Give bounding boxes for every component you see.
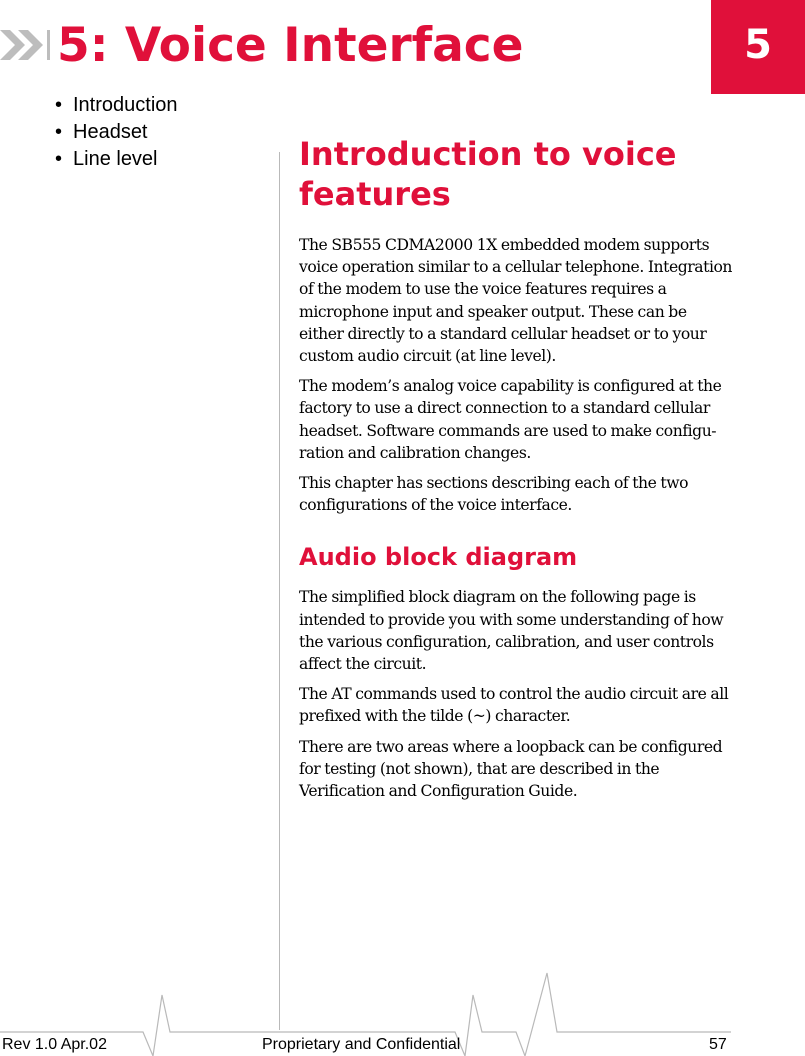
chapter-number: 5 — [744, 22, 772, 68]
chapter-contents-list — [55, 92, 178, 173]
footer-revision: Rev 1.0 Apr.02 — [2, 1036, 107, 1053]
chapter-title: 5: Voice Interface — [57, 18, 524, 73]
bullet: • — [55, 94, 63, 116]
body-paragraph: The modem’s analog voice capability is configured at the factory to use a direct connection to a standard cellular headset. Software commands are used to make configu-ration and calibration changes. — [299, 377, 722, 462]
body-paragraph: There are two areas where a loopback can be configured for testing (not shown), that are described in the Verification and Configuration Guide. — [299, 737, 723, 801]
section-heading: Introduction to voice features — [299, 135, 677, 213]
subsection-heading: Audio block diagram — [299, 543, 578, 572]
double-chevron-icon — [0, 22, 60, 72]
toc-item-label: Headset — [73, 121, 148, 143]
body-paragraph: The simplified block diagram on the following page is intended to provide you with some understanding of how the various configuration, calibration, and user controls affect the circuit. — [299, 588, 724, 674]
page-number: 57 — [709, 1036, 727, 1053]
column-divider — [279, 152, 280, 1030]
body-paragraph: The SB555 CDMA2000 1X embedded modem supports voice operation similar to a cellular telephone. Integration of the modem to use the voice features requires a microphone input and speaker output. These can be either directly to a standard cellular headset or to your custom audio circuit (at line level). — [299, 236, 733, 366]
body-paragraph: The AT commands used to control the audio circuit are all prefixed with the tilde (~) character. — [299, 685, 729, 726]
bullet: • — [55, 121, 63, 143]
toc-item-introduction — [55, 92, 178, 119]
footer-notice: Proprietary and Confidential — [262, 1036, 461, 1053]
toc-item-line-level — [55, 146, 178, 173]
chapter-number-tab — [711, 0, 805, 94]
toc-item-headset — [55, 119, 178, 146]
main-content — [299, 134, 734, 810]
toc-item-label: Line level — [73, 148, 158, 170]
bullet: • — [55, 148, 63, 170]
toc-item-label: Introduction — [73, 94, 178, 116]
body-paragraph: This chapter has sections describing each of the two configurations of the voice interface. — [299, 474, 689, 515]
